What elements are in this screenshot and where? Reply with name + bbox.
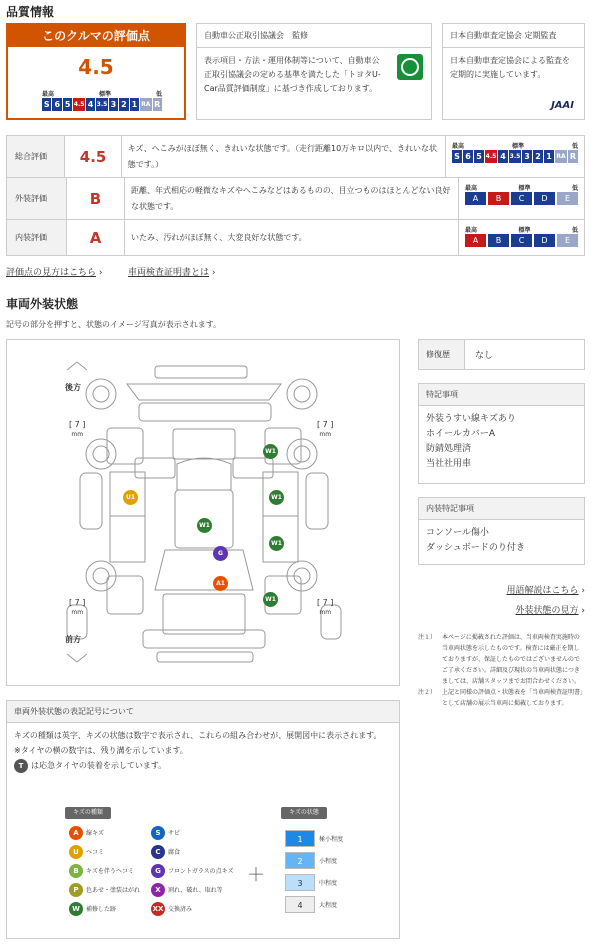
scale-cell-2: 5 xyxy=(474,150,484,163)
scale-cell-8: 1 xyxy=(131,100,138,109)
exterior-guide-link[interactable]: 外装状態の見方 › xyxy=(515,606,585,616)
exterior-note: 記号の部分を押すと、状態のイメージ写真が表示されます。 xyxy=(6,320,222,329)
scale-cell-5: 3.5 xyxy=(509,150,521,163)
legend-box xyxy=(6,700,400,939)
grade-cell: D xyxy=(534,192,555,205)
repair-history xyxy=(418,339,585,370)
jaai-logo: JAAI xyxy=(551,100,574,111)
exterior-diagram xyxy=(6,339,400,686)
spare-tire-icon: T xyxy=(14,759,28,773)
scale-std-label: 標準 xyxy=(98,91,111,98)
state-item-2: 2 小程度 xyxy=(285,849,343,871)
eval-label: 総合評価 xyxy=(7,136,65,177)
type-item-s: S サビ xyxy=(151,823,234,842)
rating-card xyxy=(6,23,186,120)
scale-cell-10: R xyxy=(569,152,577,161)
repair-value: なし xyxy=(475,351,494,361)
type-item-p: P 色あせ・塗装はがれ xyxy=(69,880,140,899)
evaluation-table xyxy=(6,135,585,256)
grade-cell: E xyxy=(557,192,578,205)
eval-label: 外装評価 xyxy=(7,178,67,219)
damage-badge-g[interactable]: G xyxy=(213,546,228,561)
grade-cell: D xyxy=(534,234,555,247)
scale-cell-10: R xyxy=(154,100,161,109)
type-item-u: U ヘコミ xyxy=(69,842,140,861)
eval-row xyxy=(7,136,584,178)
tread-rear-left: [ 7 ] mm xyxy=(69,420,86,438)
eval-label: 内装評価 xyxy=(7,220,67,255)
legend-text2: ※タイヤの横の数字は、残り溝を示しています。 xyxy=(14,746,188,755)
special-item: ホイールカバーA xyxy=(426,429,495,439)
interior-notes-title: 内装特記事項 xyxy=(419,498,584,520)
damage-badge-w1[interactable]: W1 xyxy=(263,592,278,607)
footnotes xyxy=(418,632,585,709)
states-list xyxy=(285,827,343,915)
damage-badge-w1[interactable]: W1 xyxy=(269,536,284,551)
overall-score: 4.5 xyxy=(78,55,114,79)
special-title: 特記事項 xyxy=(419,384,584,406)
kosei-text: 表示項目・方法・運用体制等について、自動車公正取引協議会の定める基準を満たした「トヨタU-Car品質評価制度」に基づき作成しております。 xyxy=(204,56,381,93)
kosei-logo xyxy=(397,54,423,80)
scale-cell-1: 6 xyxy=(463,150,473,163)
type-item-c: C 腐食 xyxy=(151,842,234,861)
type-item-x: X 割れ、破れ、取れ等 xyxy=(151,880,234,899)
scale-cell-3: 4.5 xyxy=(73,98,84,111)
rear-label: 後方 xyxy=(65,383,81,392)
grade-cell: B xyxy=(488,192,509,205)
kosei-card xyxy=(196,23,432,120)
glossary-link[interactable]: 用語解説はこちら › xyxy=(506,586,585,596)
footnote: 注１） 本ページに掲載された評価は、当車両検査実施時の当車両状態を示したものです。検査には厳正を期しておりますが、保証したものではございませんのでご了承ください。詳細及び現状の当車両状態につきましては、店舗スタッフまでお問合わせください。 xyxy=(418,634,581,685)
type-item-w: W 補修した跡 xyxy=(69,899,140,918)
state-item-3: 3 中程度 xyxy=(285,871,343,893)
jaai-title: 日本自動車査定協会 定期監査 xyxy=(443,24,584,48)
special-item: 防錆処理済 xyxy=(426,444,472,454)
eval-grade: 4.5 xyxy=(65,136,121,177)
special-notes xyxy=(418,383,585,484)
scale-cell-7: 2 xyxy=(533,150,543,163)
type-item-b: B キズを伴うヘコミ xyxy=(69,861,140,880)
plus-sign: ＋ xyxy=(247,865,265,886)
grade-cell: C xyxy=(511,192,532,205)
state-item-4: 4 大程度 xyxy=(285,893,343,915)
interior-notes-list xyxy=(419,520,584,562)
state-header: キズの状態 xyxy=(281,807,327,819)
scale-cell-6: 3 xyxy=(522,150,532,163)
legend-title: 車両外装状態の表記記号について xyxy=(7,701,399,723)
state-item-1: 1 極小程度 xyxy=(285,827,343,849)
exterior-title: 車両外装状態 xyxy=(6,297,79,311)
grade-cell: A xyxy=(465,192,486,205)
footnote: 注２） 上記と同様の評価点・状態表を「当車両検査証明書」として店舗の展示当車両に掲載しております。 xyxy=(418,689,584,707)
kosei-title: 自動車公正取引協議会 監修 xyxy=(197,24,431,48)
scale-cell-9: RA xyxy=(555,150,567,163)
scale-cell-1: 6 xyxy=(54,100,61,109)
damage-badge-u1[interactable]: U1 xyxy=(123,490,138,505)
types-left xyxy=(69,823,140,918)
scale-cell-3: 4.5 xyxy=(485,150,497,163)
scale-cell-4: 4 xyxy=(87,100,94,109)
legend-text3-row xyxy=(14,758,392,773)
tread-front-right: [ 7 ] mm xyxy=(317,598,334,616)
type-item-xx: XX 交換済み xyxy=(151,899,234,918)
grade-cell: B xyxy=(488,234,509,247)
grade-cell: A xyxy=(465,234,486,247)
grade-cell: E xyxy=(557,234,578,247)
eval-grade: A xyxy=(67,220,125,255)
grade-cell: C xyxy=(511,234,532,247)
scale-high-label: 最高 xyxy=(42,91,55,98)
damage-badge-w1[interactable]: W1 xyxy=(197,518,212,533)
cert-link[interactable]: 車両検査証明書とは › xyxy=(128,268,216,278)
scale-cell-0: S xyxy=(452,150,462,163)
scale-cell-5: 3.5 xyxy=(96,98,107,111)
score-scale xyxy=(42,98,162,111)
section-title: 品質情報 xyxy=(6,5,55,19)
front-label: 前方 xyxy=(65,635,81,644)
interior-item: ダッシュボードのり付き xyxy=(426,543,525,553)
type-item-a: A 線キズ xyxy=(69,823,140,842)
eval-row xyxy=(7,220,584,256)
special-list xyxy=(419,406,584,478)
damage-badge-w1[interactable]: W1 xyxy=(263,444,278,459)
score-guide-link[interactable]: 評価点の見方はこちら › xyxy=(6,268,103,278)
special-item: 当社社用車 xyxy=(426,459,472,469)
legend-text3: は応急タイヤの装着を示しています。 xyxy=(31,761,167,770)
special-item: 外装うすい線キズあり xyxy=(426,414,516,424)
types-right xyxy=(151,823,234,918)
eval-scale: 最高 標準 低 A B C D E xyxy=(465,227,578,245)
eval-desc: 距離、年式相応の軽微なキズやへこみなどはあるものの、目立つものはほとんどない良好な状態です。 xyxy=(125,178,459,219)
tread-rear-right: [ 7 ] mm xyxy=(317,420,334,438)
scale-cell-4: 4 xyxy=(498,150,508,163)
scale-cell-0: S xyxy=(43,100,50,109)
scale-cell-6: 3 xyxy=(110,100,117,109)
jaai-text: 日本自動車査定協会による監査を定期的に実施しています。 xyxy=(450,56,570,79)
jaai-card xyxy=(442,23,585,120)
eval-desc: いたみ、汚れがほぼ無く、大変良好な状態です。 xyxy=(125,220,459,255)
type-header: キズの種類 xyxy=(65,807,111,819)
eval-scale: 最高 標準 低 S 6 5 4.5 4 3.5 3 2 1 RA R xyxy=(451,143,578,161)
legend-text1: キズの種類は英字、キズの状態は数字で表示され、これらの組み合わせが、展開図中に表示されます。 xyxy=(14,731,382,740)
scale-low-label: 低 xyxy=(155,91,162,98)
scale-cell-2: 5 xyxy=(64,100,71,109)
interior-item: コンソール傷小 xyxy=(426,528,489,538)
type-item-g: G フロントガラスの点キズ xyxy=(151,861,234,880)
scale-cell-9: RA xyxy=(140,98,151,111)
damage-badge-a1[interactable]: A1 xyxy=(213,576,228,591)
eval-desc: キズ、へこみがほぼ無く、きれいな状態です。（走行距離10万キロ以内で、きれいな状態です。） xyxy=(122,136,446,177)
scale-cell-7: 2 xyxy=(121,100,127,109)
eval-grade: B xyxy=(67,178,125,219)
eval-scale: 最高 標準 低 A B C D E xyxy=(465,185,578,203)
repair-label: 修復歴 xyxy=(419,340,465,369)
tread-front-left: [ 7 ] mm xyxy=(69,598,86,616)
rating-card-header: このクルマの評価点 xyxy=(8,25,184,47)
interior-notes xyxy=(418,497,585,565)
scale-cell-8: 1 xyxy=(544,150,554,163)
eval-row xyxy=(7,178,584,220)
damage-badge-w1[interactable]: W1 xyxy=(269,490,284,505)
